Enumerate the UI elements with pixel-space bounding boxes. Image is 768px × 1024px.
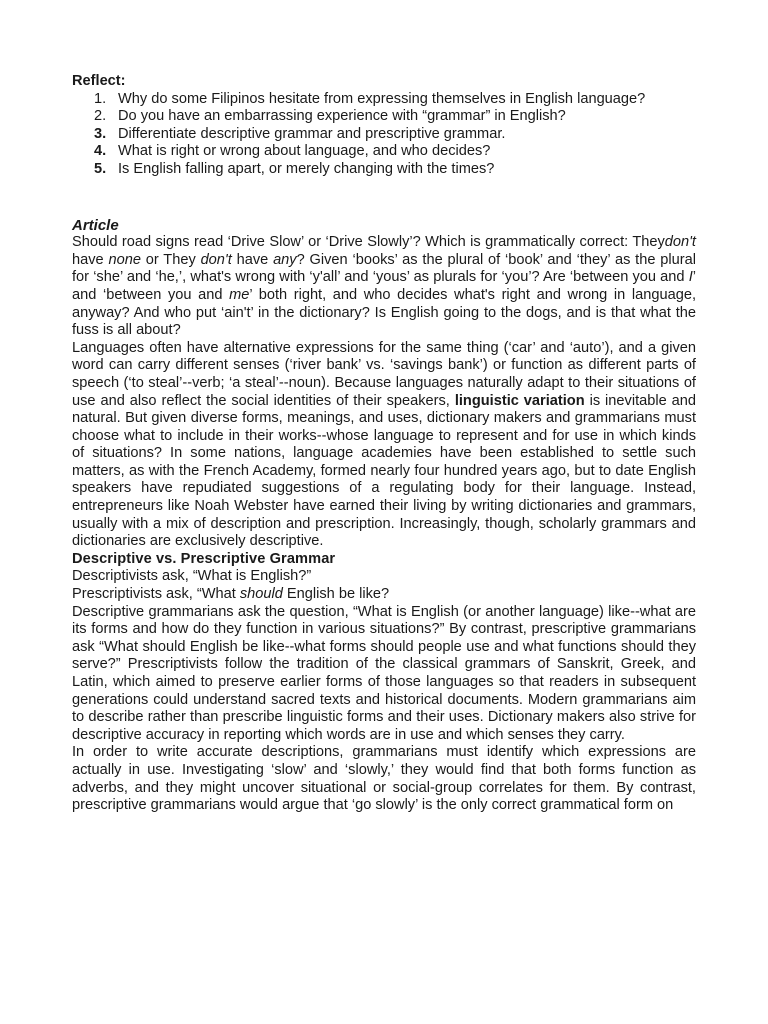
item-number: 3. <box>94 125 107 142</box>
reflect-list <box>72 91 696 179</box>
prescriptivists-line <box>72 586 696 604</box>
item-text: What is right or wrong about language, and who decides? <box>118 143 491 160</box>
section-heading: Descriptive vs. Prescriptive Grammar <box>72 550 336 567</box>
text-run: ? Given ‘books’ as the plural of ‘book’ and ‘they’ as the plural for ‘she’ and ‘he,’, what's wrong with ‘y'all’ and ‘yous’ as plurals for ‘you’? Are ‘between you and <box>72 251 696 286</box>
article-paragraph-1 <box>72 234 696 340</box>
italic-run: any <box>273 251 297 268</box>
item-text: Differentiate descriptive grammar and prescriptive grammar. <box>118 125 506 142</box>
text-run: ’ and ‘between you and <box>72 269 696 303</box>
article-heading: Article <box>72 216 119 234</box>
list-item <box>72 126 696 144</box>
italic-run: I <box>688 269 693 286</box>
item-text: Do you have an embarrassing experience with “grammar” in English? <box>118 108 566 125</box>
text-run: English be like? <box>282 586 390 603</box>
section-paragraph-2: In order to write accurate descriptions, grammarians must identify which expressions are actually in use. Investigating ‘slow’ and ‘slowly,’ they would find that both forms function as adverbs, and they might uncover situational or social-group correlates for them. By contrast, prescriptive grammarians would argue that ‘go slowly’ is the only correct grammatical form on <box>72 744 696 814</box>
item-number: 5. <box>94 160 107 177</box>
item-number: 2. <box>94 108 107 125</box>
descriptivists-line: Descriptivists ask, “What is English?” <box>72 568 312 585</box>
italic-run: should <box>239 586 283 603</box>
text-run: ’ both right, and who decides what's right and wrong in language, anyway? And who put ‘ain't’ in the dictionary? Is English going to the dogs, and is that what the fuss is all about? <box>72 286 696 339</box>
item-text: Is English falling apart, or merely changing with the times? <box>118 160 495 177</box>
item-number: 1. <box>94 90 107 107</box>
bold-term: linguistic variation <box>454 392 585 409</box>
list-item <box>72 91 696 109</box>
italic-run: don't <box>200 251 232 268</box>
italic-run: none <box>108 251 141 268</box>
section-paragraph-1: Descriptive grammarians ask the question, “What is English (or another language) like--what are its forms and how do they function in various situations?” By contrast, prescriptive grammarians ask “What should English be like--what forms should people use and what functions should they serve?” Prescriptivists follow the tradition of the classical grammars of Sanskrit, Greek, and Latin, which aimed to preserve earlier forms of those languages so that readers in subsequent generations could understand sacred texts and historical documents. Modern grammarians aim to describe rather than prescribe linguistic forms and their uses. Dictionary makers also strive for descriptive accuracy in reporting which words are in use and which senses they carry. <box>72 603 696 743</box>
text-run: have <box>231 251 274 268</box>
italic-run: me <box>229 286 250 303</box>
text-run: or They <box>140 251 201 268</box>
item-text: Why do some Filipinos hesitate from expressing themselves in English language? <box>118 90 646 107</box>
text-run: have <box>72 251 109 268</box>
text-run: Should road signs read ‘Drive Slow’ or ‘Drive Slowly’? Which is grammatically correct: They <box>72 234 665 251</box>
list-item <box>72 108 696 126</box>
text-run: Prescriptivists ask, “What <box>72 586 240 603</box>
italic-run: don't <box>664 234 696 251</box>
text-run: Languages often have alternative expressions for the same thing (‘car’ and ‘auto’), and a given word can carry different senses (‘river bank’ vs. ‘savings bank’) or function as different parts of speech (‘to steal’--verb; ‘a steal’--noun). Because languages naturally adapt to their situations of use and also reflect the social identities of their speakers, <box>72 339 696 409</box>
list-item <box>72 161 696 179</box>
reflect-heading: Reflect: <box>72 73 126 89</box>
document-page <box>72 73 696 815</box>
text-run: is inevitable and natural. But given diverse forms, meanings, and uses, dictionary makers and grammarians must choose what to include in their works--whose language to represent and for use in which kinds of situations? In some nations, language academies have been established to settle such matters, as with the French Academy, formed nearly four hundred years ago, but to date English speakers have repudiated suggestions of a regulating body for their language. Instead, entrepreneurs like Noah Webster have earned their living by writing dictionaries and grammars, usually with a mix of description and prescription. Increasingly, though, scholarly grammars and dictionaries are exclusively descriptive. <box>72 392 697 550</box>
list-item <box>72 143 696 161</box>
item-number: 4. <box>94 143 107 160</box>
article-paragraph-2 <box>72 340 696 551</box>
